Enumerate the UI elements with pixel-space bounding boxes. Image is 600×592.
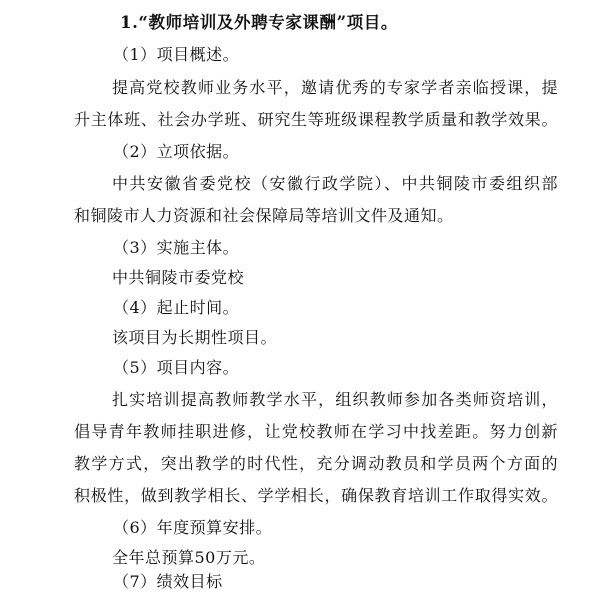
content-line-4: 积极性，做到教学相长、学学相长，确保教育培训工作取得实效。: [74, 486, 558, 505]
overview-line-2: 升主体班、社会办学班、研究生等班级课程教学质量和教学效果。: [74, 110, 558, 129]
subsection-title-content: （5）项目内容。: [113, 358, 240, 377]
section-heading: 1.“教师培训及外聘专家课酬”项目。: [120, 13, 399, 32]
content-line-3: 教学方式，突出教学的时代性，充分调动教员和学员两个方面的: [74, 454, 558, 473]
content-line-2: 倡导青年教师挂职进修，让党校教师在学习中找差距。努力创新: [74, 422, 558, 441]
subsection-title-basis: （2）立项依据。: [113, 142, 240, 161]
budget-line-1: 全年总预算50万元。: [112, 548, 266, 567]
content-line-1: 扎实培训提高教师教学水平，组织教师参加各类师资培训，: [112, 390, 558, 409]
subsection-title-targets: （7）绩效目标: [113, 572, 223, 591]
basis-line-2: 和铜陵市人力资源和社会保障局等培训文件及通知。: [74, 206, 454, 225]
subsection-title-overview: （1）项目概述。: [113, 45, 240, 64]
subsection-title-period: （4）起止时间。: [113, 298, 240, 317]
basis-line-1: 中共安徽省委党校（安徽行政学院）、中共铜陵市委组织部: [112, 174, 558, 193]
period-line-1: 该项目为长期性项目。: [112, 328, 278, 347]
overview-line-1: 提高党校教师业务水平，邀请优秀的专家学者亲临授课，提: [112, 78, 558, 97]
subsection-title-implementer: （3）实施主体。: [113, 238, 240, 257]
subsection-title-budget: （6）年度预算安排。: [113, 518, 273, 537]
implementer-line-1: 中共铜陵市委党校: [112, 268, 245, 287]
